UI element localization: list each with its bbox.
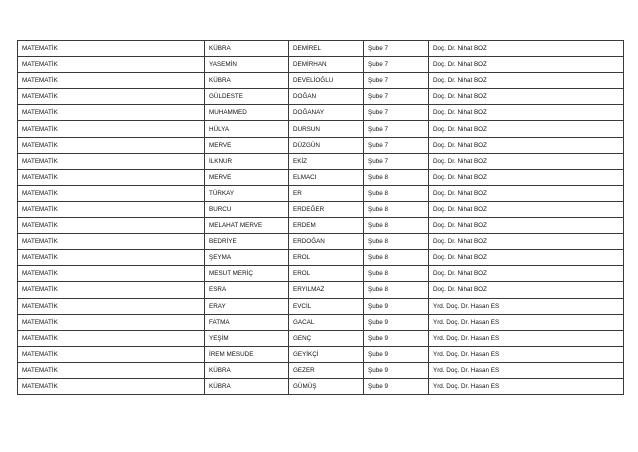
section-cell: Şube 9 — [364, 298, 429, 314]
last-name-cell: ERDEM — [289, 218, 364, 234]
section-cell: Şube 7 — [364, 41, 429, 57]
first-name-cell: MELAHAT MERVE — [205, 218, 289, 234]
department-cell: MATEMATİK — [18, 57, 205, 73]
advisor-cell: Doç. Dr. Nihat BOZ — [429, 153, 624, 169]
section-cell: Şube 7 — [364, 89, 429, 105]
advisor-cell: Doç. Dr. Nihat BOZ — [429, 41, 624, 57]
advisor-cell: Doç. Dr. Nihat BOZ — [429, 250, 624, 266]
department-cell: MATEMATİK — [18, 153, 205, 169]
last-name-cell: DURSUN — [289, 121, 364, 137]
table-row — [18, 298, 624, 314]
first-name-cell: FATMA — [205, 314, 289, 330]
table-row — [18, 266, 624, 282]
department-cell: MATEMATİK — [18, 378, 205, 394]
section-cell: Şube 7 — [364, 121, 429, 137]
advisor-cell: Yrd. Doç. Dr. Hasan ES — [429, 346, 624, 362]
student-roster-table — [17, 40, 624, 395]
first-name-cell: KÜBRA — [205, 41, 289, 57]
advisor-cell: Doç. Dr. Nihat BOZ — [429, 282, 624, 298]
advisor-cell: Yrd. Doç. Dr. Hasan ES — [429, 378, 624, 394]
first-name-cell: KÜBRA — [205, 362, 289, 378]
table-row — [18, 185, 624, 201]
table-row — [18, 250, 624, 266]
department-cell: MATEMATİK — [18, 137, 205, 153]
department-cell: MATEMATİK — [18, 218, 205, 234]
last-name-cell: EROL — [289, 266, 364, 282]
last-name-cell: EROL — [289, 250, 364, 266]
table-row — [18, 362, 624, 378]
advisor-cell: Yrd. Doç. Dr. Hasan ES — [429, 362, 624, 378]
first-name-cell: MESUT MERİÇ — [205, 266, 289, 282]
table-row — [18, 234, 624, 250]
last-name-cell: ERDOĞAN — [289, 234, 364, 250]
advisor-cell: Doç. Dr. Nihat BOZ — [429, 218, 624, 234]
advisor-cell: Doç. Dr. Nihat BOZ — [429, 89, 624, 105]
section-cell: Şube 8 — [364, 169, 429, 185]
last-name-cell: DEMİRHAN — [289, 57, 364, 73]
advisor-cell: Doç. Dr. Nihat BOZ — [429, 105, 624, 121]
section-cell: Şube 9 — [364, 378, 429, 394]
section-cell: Şube 9 — [364, 314, 429, 330]
first-name-cell: YEŞİM — [205, 330, 289, 346]
department-cell: MATEMATİK — [18, 234, 205, 250]
advisor-cell: Yrd. Doç. Dr. Hasan ES — [429, 298, 624, 314]
first-name-cell: BURCU — [205, 201, 289, 217]
first-name-cell: KÜBRA — [205, 73, 289, 89]
advisor-cell: Doç. Dr. Nihat BOZ — [429, 73, 624, 89]
section-cell: Şube 7 — [364, 57, 429, 73]
last-name-cell: DOĞANAY — [289, 105, 364, 121]
department-cell: MATEMATİK — [18, 346, 205, 362]
section-cell: Şube 8 — [364, 218, 429, 234]
last-name-cell: EVCİL — [289, 298, 364, 314]
table-row — [18, 314, 624, 330]
department-cell: MATEMATİK — [18, 250, 205, 266]
section-cell: Şube 8 — [364, 266, 429, 282]
table-row — [18, 41, 624, 57]
table-row — [18, 153, 624, 169]
table-row — [18, 169, 624, 185]
first-name-cell: İLKNUR — [205, 153, 289, 169]
department-cell: MATEMATİK — [18, 73, 205, 89]
last-name-cell: ELMACI — [289, 169, 364, 185]
first-name-cell: MERVE — [205, 169, 289, 185]
last-name-cell: GENÇ — [289, 330, 364, 346]
advisor-cell: Doç. Dr. Nihat BOZ — [429, 121, 624, 137]
department-cell: MATEMATİK — [18, 298, 205, 314]
table-row — [18, 201, 624, 217]
table-row — [18, 89, 624, 105]
table-row — [18, 346, 624, 362]
department-cell: MATEMATİK — [18, 266, 205, 282]
table-row — [18, 137, 624, 153]
advisor-cell: Doç. Dr. Nihat BOZ — [429, 234, 624, 250]
section-cell: Şube 7 — [364, 105, 429, 121]
section-cell: Şube 8 — [364, 282, 429, 298]
department-cell: MATEMATİK — [18, 330, 205, 346]
first-name-cell: HÜLYA — [205, 121, 289, 137]
section-cell: Şube 9 — [364, 362, 429, 378]
advisor-cell: Doç. Dr. Nihat BOZ — [429, 137, 624, 153]
advisor-cell: Doç. Dr. Nihat BOZ — [429, 185, 624, 201]
last-name-cell: DEVELİOĞLU — [289, 73, 364, 89]
table-row — [18, 378, 624, 394]
last-name-cell: ERDEĞER — [289, 201, 364, 217]
roster-body — [18, 41, 624, 395]
table-row — [18, 282, 624, 298]
last-name-cell: GÜMÜŞ — [289, 378, 364, 394]
table-row — [18, 105, 624, 121]
department-cell: MATEMATİK — [18, 121, 205, 137]
advisor-cell: Yrd. Doç. Dr. Hasan ES — [429, 314, 624, 330]
section-cell: Şube 9 — [364, 346, 429, 362]
advisor-cell: Doç. Dr. Nihat BOZ — [429, 266, 624, 282]
section-cell: Şube 7 — [364, 137, 429, 153]
department-cell: MATEMATİK — [18, 169, 205, 185]
section-cell: Şube 8 — [364, 234, 429, 250]
last-name-cell: DÜZGÜN — [289, 137, 364, 153]
table-row — [18, 73, 624, 89]
advisor-cell: Doç. Dr. Nihat BOZ — [429, 57, 624, 73]
first-name-cell: MUHAMMED — [205, 105, 289, 121]
last-name-cell: ER — [289, 185, 364, 201]
section-cell: Şube 9 — [364, 330, 429, 346]
first-name-cell: TÜRKAY — [205, 185, 289, 201]
first-name-cell: MERVE — [205, 137, 289, 153]
department-cell: MATEMATİK — [18, 185, 205, 201]
first-name-cell: ESRA — [205, 282, 289, 298]
last-name-cell: EKİZ — [289, 153, 364, 169]
department-cell: MATEMATİK — [18, 314, 205, 330]
last-name-cell: ERYILMAZ — [289, 282, 364, 298]
department-cell: MATEMATİK — [18, 282, 205, 298]
first-name-cell: İREM MESUDE — [205, 346, 289, 362]
last-name-cell: DOĞAN — [289, 89, 364, 105]
advisor-cell: Doç. Dr. Nihat BOZ — [429, 169, 624, 185]
first-name-cell: ERAY — [205, 298, 289, 314]
advisor-cell: Yrd. Doç. Dr. Hasan ES — [429, 330, 624, 346]
section-cell: Şube 8 — [364, 250, 429, 266]
first-name-cell: KÜBRA — [205, 378, 289, 394]
last-name-cell: GEYİKÇİ — [289, 346, 364, 362]
department-cell: MATEMATİK — [18, 41, 205, 57]
department-cell: MATEMATİK — [18, 89, 205, 105]
last-name-cell: DEMİREL — [289, 41, 364, 57]
table-row — [18, 57, 624, 73]
last-name-cell: GACAL — [289, 314, 364, 330]
table-row — [18, 330, 624, 346]
advisor-cell: Doç. Dr. Nihat BOZ — [429, 201, 624, 217]
section-cell: Şube 8 — [364, 201, 429, 217]
first-name-cell: GÜLDESTE — [205, 89, 289, 105]
section-cell: Şube 7 — [364, 153, 429, 169]
first-name-cell: YASEMİN — [205, 57, 289, 73]
department-cell: MATEMATİK — [18, 201, 205, 217]
department-cell: MATEMATİK — [18, 105, 205, 121]
first-name-cell: ŞEYMA — [205, 250, 289, 266]
last-name-cell: GEZER — [289, 362, 364, 378]
first-name-cell: BEDRİYE — [205, 234, 289, 250]
table-row — [18, 121, 624, 137]
section-cell: Şube 7 — [364, 73, 429, 89]
department-cell: MATEMATİK — [18, 362, 205, 378]
table-row — [18, 218, 624, 234]
section-cell: Şube 8 — [364, 185, 429, 201]
